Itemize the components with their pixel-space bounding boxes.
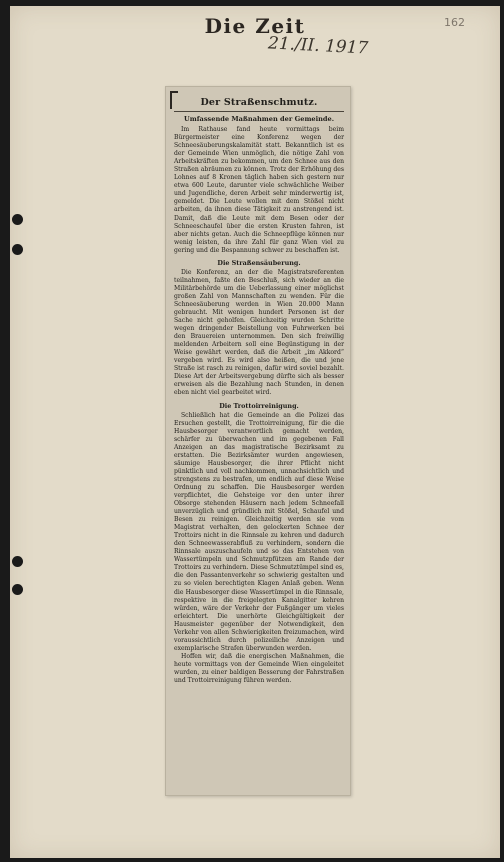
punch-hole [12, 556, 23, 567]
punch-hole [12, 214, 23, 225]
section-heading: Die Trottoirreinigung. [219, 401, 299, 410]
section-heading: Die Straßensäuberung. [217, 258, 301, 267]
clipping-bracket [170, 91, 178, 109]
title-rule [174, 111, 344, 112]
handwritten-date: 21./II. 1917 [267, 33, 369, 59]
article-paragraph: Hoffen wir, daß die energischen Maßnahmen, die heute vormittags von der Gemeinde Wien eingeleitet wurden, zu einer baldigen Besserung der Fahrstraßen und Trottoirreinigung führen werden. [174, 652, 344, 685]
newspaper-clipping [165, 86, 351, 796]
article-paragraph: Die Konferenz, an der die Magistratsreferenten teilnahmen, faßte den Beschluß, sich wieder an die Militärbehörde um die Ueberlassung einer möglichst großen Zahl von Mannschaften zu wenden. Für die Schneesäuberung werden in Wien 20.000 Mann gebraucht. Mit wenigen hundert Personen ist der Sache nicht geholfen. Gleichzeitig wurden Schritte wegen dringender Beistellung von Fuhrwerken bei den Brauereien unternommen. Den sich freiwillig meldenden Arbeitern soll eine Begünstigung in der Weise gewährt werden, daß die Arbeit „im Akkord“ vergeben wird. Es wird also heißen, die und jene Straße ist rasch zu reinigen, dafür wird soviel bezahlt. Diese Art der Arbeitsvergebung dürfte sich als besser erweisen als die Bezahlung nach Stunden, in denen eben nicht viel gearbeitet wird. [174, 268, 344, 397]
article-subtitle: Umfassende Maßnahmen der Gemeinde. [183, 115, 335, 123]
article-paragraph: Schließlich hat die Gemeinde an die Polizei das Ersuchen gestellt, die Trottoirreinigung, für die die Hausbesorger verantwortlich gemacht werden, schärfer zu überwachen und im gegebenen Fall Anzeigen an das magistratische Bezirksamt zu erstatten. Die Bezirksämter wurden angewiesen, säumige Hausbesorger, die ihrer Pflicht nicht pünktlich und voll nachkommen, unnachsichtlich und strengstens zu bestrafen, um endlich auf diese Weise Ordnung zu schaffen. Die Hausbesorger werden verpflichtet, die Gehsteige vor den unter ihrer Obsorge stehenden Häusern nach jedem Schneefall unverzüglich und gründlich mit Stößel, Schaufel und Besen zu reinigen. Gleichzeitig werden sie vom Magistrat verhalten, den gelockerten Schnee der Trottoirs nicht in die Rinnsale zu kehren und dadurch den Schneewasserabfluß zu verhindern, sondern die Rinnsale auszuschaufeln und so das Entstehen von Wassertümpeln und Schmutzpfützen am Rande der Trottoirs zu verhindern. Diese Schmutztümpel sind es, die den Passantenverkehr so schwierig gestalten und zu so vielen berechtigten Klagen Anlaß geben. Wenn die Hausbesorger diese Wassertümpel in die Rinnsale, respektive in die freigelegten Kanalgitter kehren würden, wäre der Verkehr der Fußgänger um vieles erleichtert. Die unerhörte Gleichgültigkeit der Hausmeister gegenüber der Notwendigkeit, den Verkehr von allen Schwierigkeiten freizumachen, wird voraussichtlich durch polizeiliche Anzeigen und exemplarische Strafen überwunden werden. [174, 411, 344, 652]
archive-sheet [10, 6, 500, 858]
page-number: 162 [444, 16, 465, 29]
article-paragraph: Im Rathause fand heute vormittags beim Bürgermeister eine Konferenz wegen der Schneesäuberungskalamität statt. Bekanntlich ist es der Gemeinde Wien unmöglich, die nötige Zahl von Arbeitskräften zu bekommen, um den Schnee aus den Straßen abräumen zu können. Trotz der Erhöhung des Lohnes auf 8 Kronen täglich haben sich gestern nur etwa 600 Leute, darunter viele schwächliche Weiber und Jugendliche, deren Arbeit sehr minderwertig ist, gemeldet. Die Leute wollen mit dem Stößel nicht arbeiten, da ihnen diese Tätigkeit zu anstrengend ist. Damit, daß die Leute mit dem Besen oder der Schneeschaufel über die ersten Krusten fahren, ist aber nichts getan. Auch die Schneepflüge können nur wenig leisten, da ihre Zahl für ganz Wien viel zu gering und die Bespannung schwer zu beschaffen ist. [174, 126, 344, 254]
punch-hole [12, 244, 23, 255]
article-title: Der Straßenschmutz. [200, 97, 318, 108]
punch-hole [12, 584, 23, 595]
newspaper-title: Die Zeit [204, 14, 306, 38]
